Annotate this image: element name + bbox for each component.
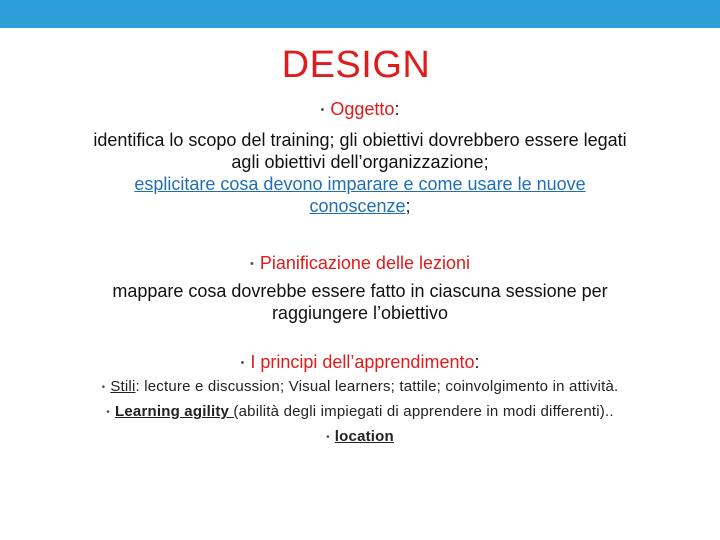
item-label-location: location — [334, 428, 394, 445]
oggetto-link-line-1[interactable]: esplicitare cosa devono imparare e come usare le nuove — [134, 174, 586, 194]
list-item — [0, 425, 720, 450]
principi-heading-suffix: : — [474, 352, 480, 372]
list-item — [0, 375, 720, 400]
item-text-stili: : lecture e discussion; Visual learners; tattile; coinvolgimento in attività. — [135, 378, 619, 395]
pianificazione-heading-line — [0, 251, 720, 276]
section-oggetto — [0, 97, 720, 122]
bullet-icon: • — [101, 382, 106, 393]
list-item — [0, 400, 720, 425]
item-label-learning-agility: Learning agility — [115, 403, 234, 420]
item-open-paren: ( — [233, 403, 239, 420]
pianificazione-line-2: raggiungere l’obiettivo — [271, 303, 449, 323]
oggetto-link-line-2[interactable]: conoscenze — [309, 196, 406, 216]
bullet-icon: • — [320, 104, 325, 116]
oggetto-line-1: identifica lo scopo del training; gli obiettivi dovrebbero essere legati — [93, 130, 627, 150]
section-principi — [0, 350, 720, 375]
pianificazione-heading: Pianificazione delle lezioni — [259, 253, 470, 273]
bullet-icon: • — [106, 407, 110, 418]
oggetto-line-2: agli obiettivi dell’organizzazione; — [231, 152, 489, 172]
principi-heading: I principi dell’apprendimento — [250, 352, 475, 372]
item-text-learning-agility: abilità degli impiegati di apprendere in modi differenti).. — [238, 403, 614, 420]
oggetto-heading-suffix: : — [394, 99, 400, 119]
item-label-stili: Stili — [110, 378, 136, 395]
section-pianificazione — [0, 251, 720, 276]
slide-title: DESIGN — [281, 44, 431, 86]
principi-heading-line — [0, 350, 720, 375]
pianificazione-body — [0, 280, 720, 324]
oggetto-link-line-2-wrap — [0, 195, 720, 217]
oggetto-body — [0, 129, 720, 217]
oggetto-heading-line — [0, 97, 720, 122]
bullet-icon: • — [250, 258, 254, 270]
oggetto-link-suffix: ; — [405, 196, 411, 216]
bullet-icon: • — [326, 432, 330, 443]
pianificazione-line-1: mappare cosa dovrebbe essere fatto in ciascuna sessione per — [112, 281, 608, 301]
principi-list — [0, 375, 720, 450]
top-accent-bar — [0, 0, 720, 28]
oggetto-heading: Oggetto — [330, 99, 395, 119]
bullet-icon: • — [240, 357, 245, 369]
